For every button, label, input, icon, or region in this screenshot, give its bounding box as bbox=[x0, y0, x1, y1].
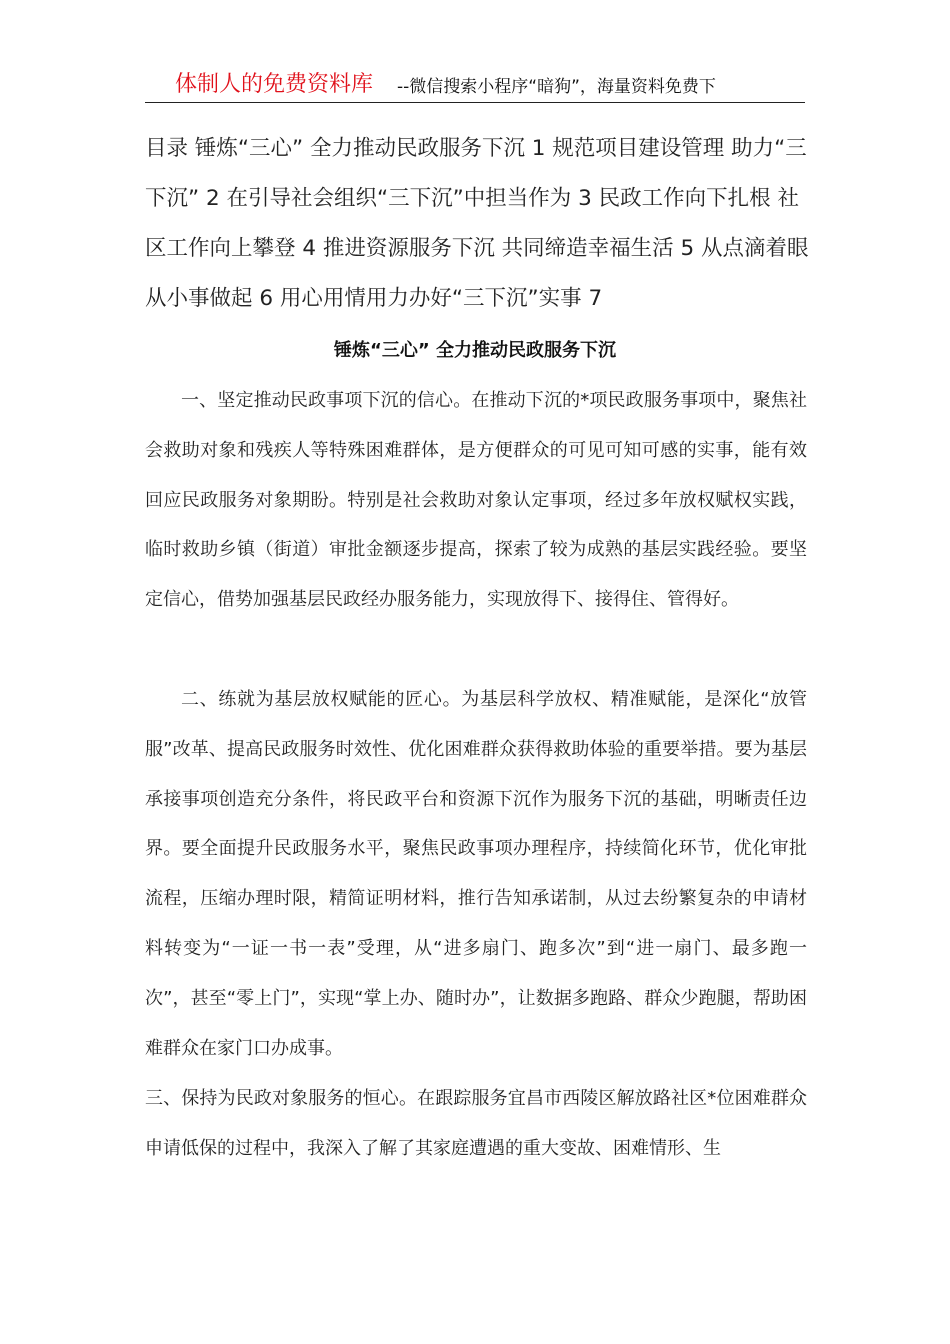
header-brand: 体制人的免费资料库 bbox=[175, 72, 374, 97]
header-subtitle: --微信搜索小程序“暗狗”，海量资料免费下 bbox=[397, 77, 716, 97]
paragraph-3: 三、保持为民政对象服务的恒心。在跟踪服务宜昌市西陵区解放路社区*位困难群众申请低保的过程中，我深入了解了其家庭遭遇的重大变故、困难情形、生 bbox=[145, 1088, 807, 1159]
paragraph-2: 二、练就为基层放权赋能的匠心。为基层科学放权、精准赋能，是深化“放管服”改革、提高民政服务时效性、优化困难群众获得救助体验的重要举措。要为基层承接事项创造充分条件，将民政平台和资源下沉作为服务下沉的基础，明晰责任边界。要全面提升民政服务水平，聚焦民政事项办理程序，持续简化环节，优化审批流程，压缩办理时限，精简证明材料，推行告知承诺制，从过去纷繁复杂的申请材料转变为“一证一书一表”受理，从“进多扇门、跑多次”到“进一扇门、最多跑一次”，甚至“零上门”，实现“掌上办、随时办”，让数据多跑路、群众少跑腿，帮助困难群众在家门口办成事。 bbox=[145, 689, 807, 1059]
page-header bbox=[145, 70, 805, 103]
paragraph-1: 一、坚定推动民政事项下沉的信心。在推动下沉的*项民政服务事项中，聚焦社会救助对象和残疾人等特殊困难群体，是方便群众的可见可知可感的实事，能有效回应民政服务对象期盼。特别是社会救助对象认定事项，经过多年放权赋权实践，临时救助乡镇（街道）审批金额逐步提高，探索了较为成熟的基层实践经验。要坚定信心，借势加强基层民政经办服务能力，实现放得下、接得住、管得好。 bbox=[145, 390, 807, 611]
article-title: 锤炼“三心” 全力推动民政服务下沉 bbox=[334, 340, 616, 361]
table-of-contents: 目录 锤炼“三心” 全力推动民政服务下沉 1 规范项目建设管理 助力“三下沉” 2 在引导社会组织“三下沉”中担当作为 3 民政工作向下扎根 社区工作向上攀登 4 推进资源服务下沉 共同缔造幸福生活 5 从点滴着眼 从小事做起 6 用心用情用力办好“三下沉”实事 7 bbox=[145, 136, 809, 311]
